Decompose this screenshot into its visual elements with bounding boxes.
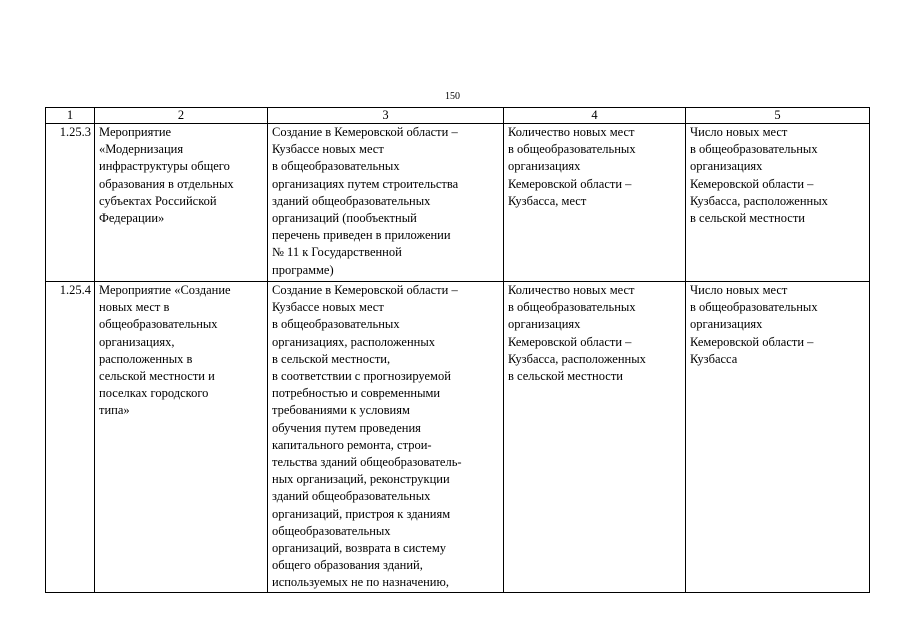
program-table [45, 107, 870, 593]
column-header-3: 3 [268, 108, 504, 124]
event-description: Создание в Кемеровской области – Кузбассе новых мест в общеобразовательных организациях путем строительства зданий общеобразовательных организаций (пообъектный перечень приведен в приложении № 11 к Государственной программе) [268, 124, 504, 282]
event-name: Мероприятие «Создание новых мест в общеобразовательных организациях, расположенных в сельской местности и поселках городского типа» [95, 282, 268, 593]
table-header-row [46, 108, 870, 124]
table-row [46, 124, 870, 282]
event-description: Создание в Кемеровской области – Кузбассе новых мест в общеобразовательных организациях, расположенных в сельской местности, в соответствии с прогнозируемой потребностью и современными требованиями к условиям обучения путем проведения капитального ремонта, строи- тельства зданий общеобразователь- ных организаций, реконструкции зданий общеобразовательных организаций, пристроя к зданиям общеобразовательных организаций, возврата в систему общего образования зданий, используемых не по назначению, [268, 282, 504, 593]
event-name: Мероприятие «Модернизация инфраструктуры общего образования в отдельных субъектах Российской Федерации» [95, 124, 268, 282]
column-header-4: 4 [504, 108, 686, 124]
result-description: Число новых мест в общеобразовательных организациях Кемеровской области – Кузбасса [686, 282, 870, 593]
indicator-name: Количество новых мест в общеобразовательных организациях Кемеровской области – Кузбасса, расположенных в сельской местности [504, 282, 686, 593]
column-header-5: 5 [686, 108, 870, 124]
column-header-1: 1 [46, 108, 95, 124]
row-number: 1.25.3 [46, 124, 95, 282]
indicator-name: Количество новых мест в общеобразовательных организациях Кемеровской области – Кузбасса, мест [504, 124, 686, 282]
row-number: 1.25.4 [46, 282, 95, 593]
column-header-2: 2 [95, 108, 268, 124]
page-number: 150 [445, 91, 460, 102]
table-row [46, 282, 870, 593]
result-description: Число новых мест в общеобразовательных организациях Кемеровской области – Кузбасса, расположенных в сельской местности [686, 124, 870, 282]
